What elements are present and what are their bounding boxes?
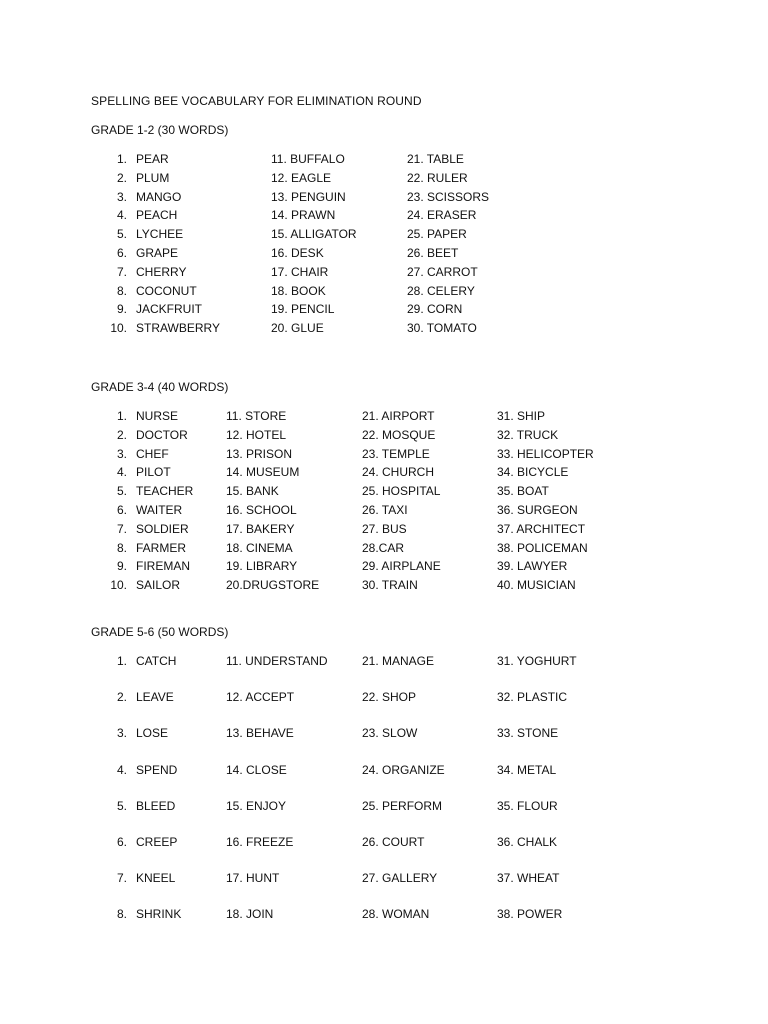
word-item: 34. BICYCLE [497, 465, 569, 480]
word-item: 3. MANGO [116, 189, 182, 204]
word-item: 4. PILOT [116, 465, 171, 480]
word-item: 17. CHAIR [271, 264, 329, 279]
word-item: 28. CELERY [407, 283, 475, 298]
word-item: 23. SCISSORS [407, 189, 490, 204]
word-item: 20. GLUE [271, 321, 324, 336]
word-item: 27. GALLERY [362, 871, 438, 886]
word-item: 6. CREEP [116, 834, 178, 849]
word-item: 14. MUSEUM [226, 465, 300, 480]
word-item: 18. BOOK [271, 283, 326, 298]
word-column-grade-5-6-3 [362, 652, 445, 942]
word-item: 28. WOMAN [362, 907, 430, 922]
word-item: 16. FREEZE [226, 834, 294, 849]
word-item: 23. SLOW [362, 726, 418, 741]
word-item: 27. CARROT [407, 264, 478, 279]
word-item: 22. RULER [407, 170, 468, 185]
word-item: 37. ARCHITECT [497, 521, 586, 536]
word-column-grade-3-4-1 [105, 407, 193, 595]
word-item: 17. BAKERY [226, 521, 295, 536]
word-item: 15. ALLIGATOR [271, 227, 357, 242]
word-item: 2. LEAVE [116, 690, 174, 705]
word-item: 21. TABLE [407, 152, 464, 166]
word-item: 17. HUNT [226, 871, 280, 886]
word-item: 38. POWER [497, 907, 563, 922]
word-item: 29. CORN [407, 302, 463, 317]
word-item: 37. WHEAT [497, 871, 560, 886]
word-item: 36. SURGEON [497, 502, 578, 517]
word-item: 34. METAL [497, 762, 557, 777]
word-item: 8. SHRINK [116, 907, 182, 922]
word-item: 12. HOTEL [226, 427, 287, 442]
section-heading-grade-3-4: GRADE 3-4 (40 WORDS) [91, 380, 229, 394]
word-item: 35. BOAT [497, 484, 549, 499]
word-item: 19. PENCIL [271, 302, 335, 317]
document-title: SPELLING BEE VOCABULARY FOR ELIMINATION ROUND [91, 94, 422, 108]
word-item: 30. TRAIN [362, 578, 418, 593]
word-item: 13. BEHAVE [226, 726, 294, 741]
word-item: 33. HELICOPTER [497, 446, 594, 461]
word-item: 24. ORGANIZE [362, 762, 445, 777]
word-item: 11. STORE [226, 409, 287, 423]
word-item: 12. ACCEPT [226, 690, 295, 705]
word-item: 8. COCONUT [116, 283, 197, 298]
word-item: 14. PRAWN [271, 208, 336, 223]
word-item: 28.CAR [362, 540, 405, 555]
word-item: 11. UNDERSTAND [226, 654, 328, 668]
word-item: 35. FLOUR [497, 798, 558, 813]
word-item: 22. SHOP [362, 690, 417, 705]
word-item: 8. FARMER [116, 540, 187, 555]
word-item: 27. BUS [362, 521, 407, 536]
word-item: 25. HOSPITAL [362, 484, 441, 499]
word-item: 29. AIRPLANE [362, 559, 441, 574]
word-item: 7. CHERRY [116, 264, 187, 279]
word-item: 18. CINEMA [226, 540, 293, 555]
word-item: 5. LYCHEE [116, 227, 184, 242]
word-item: 23. TEMPLE [362, 446, 430, 461]
word-item: 1. CATCH [116, 654, 177, 668]
word-item: 40. MUSICIAN [497, 578, 576, 593]
word-item: 7. KNEEL [116, 871, 176, 886]
word-item: 20.DRUGSTORE [226, 578, 320, 593]
word-item: 7. SOLDIER [116, 521, 189, 536]
word-item: 6. GRAPE [116, 245, 179, 260]
word-item: 16. SCHOOL [226, 502, 297, 517]
word-item: 4. SPEND [116, 762, 178, 777]
word-item: 15. BANK [226, 484, 279, 499]
word-item: 15. ENJOY [226, 798, 287, 813]
word-item: 32. PLASTIC [497, 690, 568, 705]
word-item: 13. PENGUIN [271, 189, 346, 204]
word-item: 26. BEET [407, 245, 459, 260]
word-item: 11. BUFFALO [271, 152, 345, 166]
word-column-grade-5-6-2 [226, 652, 328, 942]
word-item: 12. EAGLE [271, 170, 332, 185]
word-item: 24. ERASER [407, 208, 477, 223]
word-item: 21. AIRPORT [362, 409, 435, 423]
word-item: 2. PLUM [116, 170, 170, 185]
word-item: 30. TOMATO [407, 321, 477, 336]
word-item: 6. WAITER [116, 502, 183, 517]
word-item: 26. TAXI [362, 502, 408, 517]
word-item: 32. TRUCK [497, 427, 559, 442]
word-item: 25. PAPER [407, 227, 467, 242]
section-heading-grade-5-6: GRADE 5-6 (50 WORDS) [91, 625, 229, 639]
word-item: 19. LIBRARY [226, 559, 298, 574]
word-item: 1. PEAR [116, 152, 169, 166]
word-column-grade-1-2-1 [105, 150, 220, 338]
word-item: 25. PERFORM [362, 798, 443, 813]
section-heading-grade-1-2: GRADE 1-2 (30 WORDS) [91, 123, 229, 137]
word-item: 4. PEACH [116, 208, 178, 223]
word-item: 5. BLEED [116, 798, 176, 813]
word-column-grade-1-2-2 [271, 150, 357, 338]
word-column-grade-1-2-3 [407, 150, 489, 338]
word-item: 9. FIREMAN [116, 559, 190, 574]
word-item: 31. SHIP [497, 409, 546, 423]
word-item: 18. JOIN [226, 907, 274, 922]
word-column-grade-5-6-1 [105, 652, 181, 942]
word-item: 24. CHURCH [362, 465, 435, 480]
word-item: 3. LOSE [116, 726, 169, 741]
word-item: 10. STRAWBERRY [110, 321, 221, 336]
word-column-grade-3-4-2 [226, 407, 319, 595]
word-item: 31. YOGHURT [497, 654, 577, 668]
word-column-grade-3-4-3 [362, 407, 441, 595]
word-column-grade-3-4-4 [497, 407, 594, 595]
word-item: 16. DESK [271, 245, 324, 260]
word-column-grade-5-6-4 [497, 652, 577, 942]
word-item: 9. JACKFRUIT [116, 302, 202, 317]
word-item: 10. SAILOR [110, 578, 181, 593]
word-item: 3. CHEF [116, 446, 169, 461]
word-item: 21. MANAGE [362, 654, 435, 668]
word-item: 1. NURSE [116, 409, 179, 423]
word-item: 2. DOCTOR [116, 427, 188, 442]
word-item: 13. PRISON [226, 446, 293, 461]
word-item: 22. MOSQUE [362, 427, 436, 442]
word-item: 5. TEACHER [116, 484, 194, 499]
word-item: 33. STONE [497, 726, 559, 741]
word-item: 14. CLOSE [226, 762, 287, 777]
word-item: 39. LAWYER [497, 559, 568, 574]
word-item: 26. COURT [362, 834, 425, 849]
word-item: 36. CHALK [497, 834, 558, 849]
word-item: 38. POLICEMAN [497, 540, 588, 555]
